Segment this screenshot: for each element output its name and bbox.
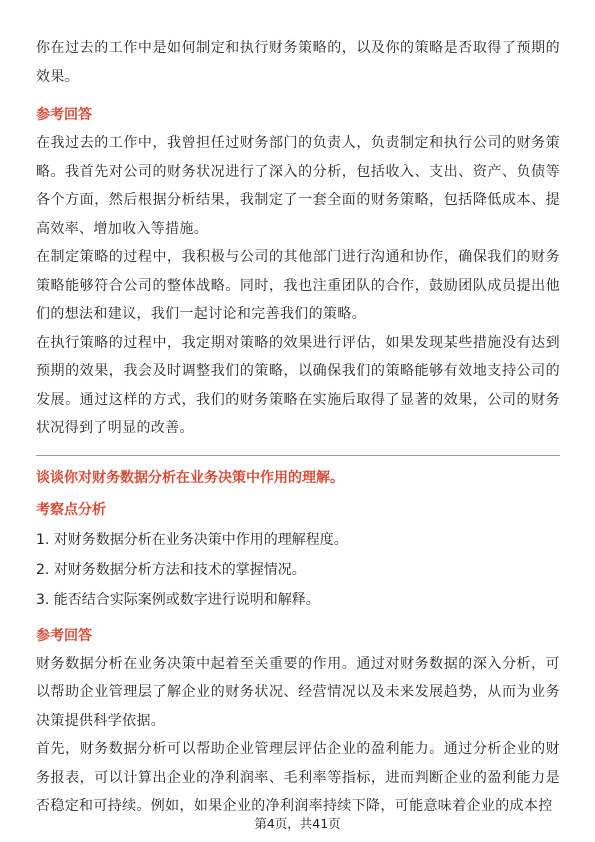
analysis-item: 3. 能否结合实际案例或数字进行说明和解释。 <box>36 591 320 608</box>
answer-heading: 参考回答 <box>36 627 92 644</box>
question-text: 你在过去的工作中是如何制定和执行财务策略的，以及你的策略是否取得了预期的效果。 <box>36 40 560 85</box>
analysis-heading: 考察点分析 <box>36 501 106 518</box>
answer-heading: 参考回答 <box>36 107 92 123</box>
section-divider <box>36 455 560 456</box>
analysis-item: 2. 对财务数据分析方法和技术的掌握情况。 <box>36 561 306 578</box>
answer-paragraph: 在制定策略的过程中，我积极与公司的其他部门进行沟通和协作，确保我们的财务策略能够符合公司的整体战略。同时，我也注重团队的合作，鼓励团队成员提出他们的想法和建议，我们一起讨论和完善我们的策略。 <box>36 249 560 322</box>
document-page <box>36 34 560 821</box>
question-heading: 谈谈你对财务数据分析在业务决策中作用的理解。 <box>36 469 344 486</box>
analysis-item: 1. 对财务数据分析在业务决策中作用的理解程度。 <box>36 531 348 548</box>
answer-paragraph: 首先，财务数据分析可以帮助企业管理层评估企业的盈利能力。通过分析企业的财务报表，可以计算出企业的净利润率、毛利率等指标，进而判断企业的盈利能力是否稳定和可持续。例如，如果企业的净利润率持续下降，可能意味着企业的成本控 <box>36 741 560 814</box>
answer-paragraph: 财务数据分析在业务决策中起着至关重要的作用。通过对财务数据的深入分析，可以帮助企业管理层了解企业的财务状况、经营情况以及未来发展趋势，从而为业务决策提供科学依据。 <box>36 655 560 729</box>
answer-paragraph: 在我过去的工作中，我曾担任过财务部门的负责人，负责制定和执行公司的财务策略。我首先对公司的财务状况进行了深入的分析，包括收入、支出、资产、负债等各个方面，然后根据分析结果，我制定了一套全面的财务策略，包括降低成本、提高效率、增加收入等措施。 <box>36 135 560 237</box>
answer-paragraph: 在执行策略的过程中，我定期对策略的效果进行评估，如果发现某些措施没有达到预期的效果，我会及时调整我们的策略，以确保我们的策略能够有效地支持公司的发展。通过这样的方式，我们的财务策略在实施后取得了显著的效果，公司的财务状况得到了明显的改善。 <box>36 334 560 436</box>
page-number: 第4页，共41页 <box>254 816 341 831</box>
